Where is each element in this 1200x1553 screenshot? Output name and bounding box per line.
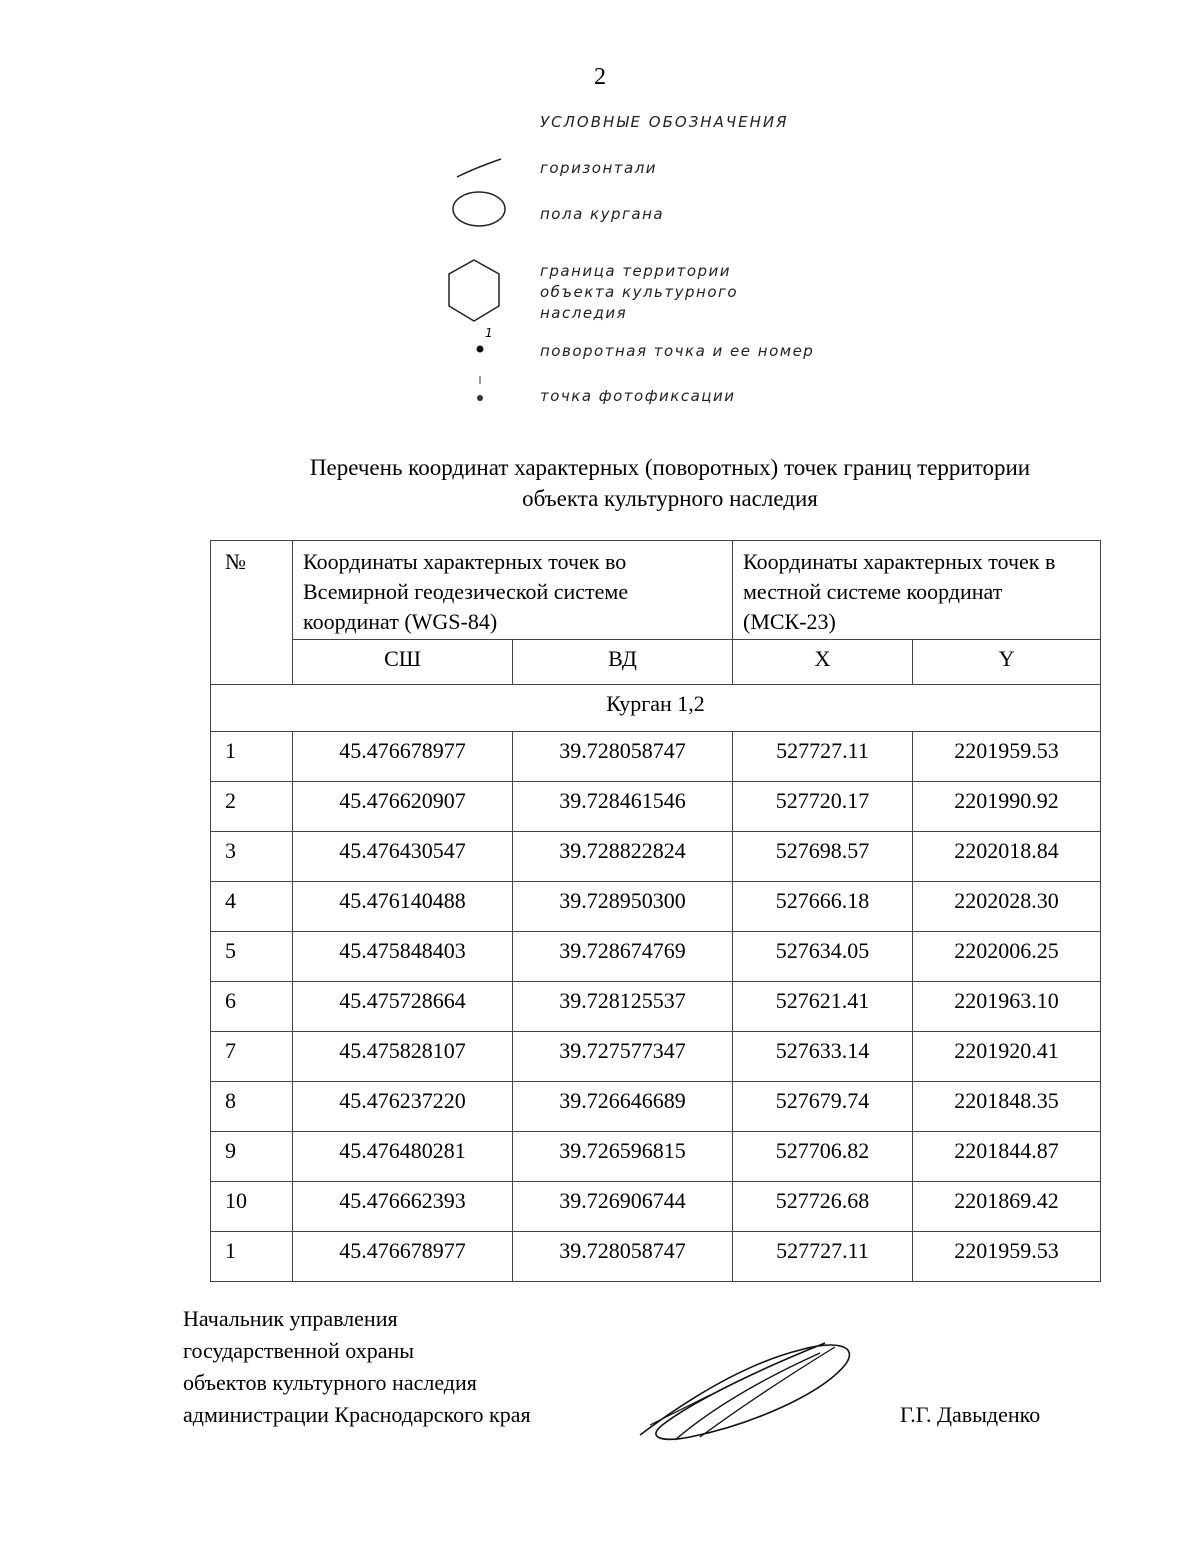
table-heading <box>150 452 1190 514</box>
cell-latitude: 45.475828107 <box>293 1032 513 1082</box>
table-row <box>211 882 1101 932</box>
table-row <box>211 1082 1101 1132</box>
cell-longitude: 39.728674769 <box>513 932 733 982</box>
signatory-title-line-4: администрации Краснодарского края <box>183 1402 531 1427</box>
table-row <box>211 832 1101 882</box>
cell-longitude: 39.728125537 <box>513 982 733 1032</box>
cell-y: 2202006.25 <box>913 932 1101 982</box>
cell-longitude: 39.728058747 <box>513 732 733 782</box>
cell-y: 2201963.10 <box>913 982 1101 1032</box>
cell-longitude: 39.728950300 <box>513 882 733 932</box>
col-header-number: № <box>211 541 293 685</box>
ellipse-icon <box>451 190 507 228</box>
table-row <box>211 932 1101 982</box>
legend-label-photo-point: точка фотофиксации <box>540 387 736 405</box>
col-group-msk23: Координаты характерных точек в местной системе координат (МСК-23) <box>733 541 1101 640</box>
cell-latitude: 45.476430547 <box>293 832 513 882</box>
legend-title: УСЛОВНЫЕ ОБОЗНАЧЕНИЯ <box>540 113 789 131</box>
cell-x: 527727.11 <box>733 732 913 782</box>
cell-latitude: 45.476662393 <box>293 1182 513 1232</box>
table-heading-line-1: Перечень координат характерных (поворотных) точек границ территории <box>309 455 1031 480</box>
signatory-title <box>183 1303 531 1431</box>
cell-point-number: 1 <box>211 732 293 782</box>
table-row <box>211 732 1101 782</box>
col-header-sh: СШ <box>293 640 513 685</box>
cell-point-number: 2 <box>211 782 293 832</box>
legend-label-turning-point: поворотная точка и ее номер <box>540 342 815 360</box>
cell-y: 2201920.41 <box>913 1032 1101 1082</box>
cell-longitude: 39.728058747 <box>513 1232 733 1282</box>
cell-longitude: 39.726596815 <box>513 1132 733 1182</box>
cell-x: 527698.57 <box>733 832 913 882</box>
cell-point-number: 8 <box>211 1082 293 1132</box>
cell-latitude: 45.476678977 <box>293 732 513 782</box>
legend-label-mound: пола кургана <box>540 205 665 223</box>
cell-longitude: 39.728822824 <box>513 832 733 882</box>
cell-x: 527634.05 <box>733 932 913 982</box>
col-group-wgs84: Координаты характерных точек во Всемирной геодезической системе координат (WGS-84) <box>293 541 733 640</box>
cell-y: 2201844.87 <box>913 1132 1101 1182</box>
cell-y: 2201959.53 <box>913 732 1101 782</box>
cell-longitude: 39.726646689 <box>513 1082 733 1132</box>
page-number: 2 <box>594 64 606 90</box>
cell-longitude: 39.726906744 <box>513 1182 733 1232</box>
cell-point-number: 3 <box>211 832 293 882</box>
legend-label-contours: горизонтали <box>540 159 658 177</box>
table-row <box>211 782 1101 832</box>
signatory-title-line-1: Начальник управления <box>183 1306 398 1331</box>
cell-y: 2202028.30 <box>913 882 1101 932</box>
table-row <box>211 1182 1101 1232</box>
cell-x: 527726.68 <box>733 1182 913 1232</box>
cell-latitude: 45.476620907 <box>293 782 513 832</box>
turning-point-icon <box>474 343 486 355</box>
cell-latitude: 45.476140488 <box>293 882 513 932</box>
cell-longitude: 39.728461546 <box>513 782 733 832</box>
cell-point-number: 1 <box>211 1232 293 1282</box>
cell-y: 2201959.53 <box>913 1232 1101 1282</box>
cell-y: 2202018.84 <box>913 832 1101 882</box>
cell-latitude: 45.476237220 <box>293 1082 513 1132</box>
cell-latitude: 45.476480281 <box>293 1132 513 1182</box>
cell-x: 527621.41 <box>733 982 913 1032</box>
cell-point-number: 4 <box>211 882 293 932</box>
cell-x: 527666.18 <box>733 882 913 932</box>
cell-latitude: 45.476678977 <box>293 1232 513 1282</box>
table-row <box>211 1232 1101 1282</box>
table-header-row <box>211 541 1101 640</box>
coordinates-table <box>210 540 1101 1282</box>
signatory-title-line-2: государственной охраны <box>183 1338 415 1363</box>
cell-point-number: 9 <box>211 1132 293 1182</box>
handwritten-signature <box>620 1325 870 1455</box>
cell-x: 527706.82 <box>733 1132 913 1182</box>
col-header-x: X <box>733 640 913 685</box>
turning-point-number: 1 <box>485 326 493 340</box>
col-header-y: Y <box>913 640 1101 685</box>
table-row <box>211 982 1101 1032</box>
cell-longitude: 39.727577347 <box>513 1032 733 1082</box>
cell-x: 527727.11 <box>733 1232 913 1282</box>
table-row <box>211 1132 1101 1182</box>
cell-y: 2201869.42 <box>913 1182 1101 1232</box>
cell-point-number: 6 <box>211 982 293 1032</box>
contour-line-icon <box>455 155 505 181</box>
table-section-row <box>211 685 1101 732</box>
signer-name: Г.Г. Давыденко <box>900 1402 1041 1427</box>
cell-point-number: 5 <box>211 932 293 982</box>
cell-x: 527633.14 <box>733 1032 913 1082</box>
table-subheader-row <box>211 640 1101 685</box>
col-header-vd: ВД <box>513 640 733 685</box>
cell-y: 2201848.35 <box>913 1082 1101 1132</box>
signatory-title-line-3: объектов культурного наследия <box>183 1370 477 1395</box>
legend-label-boundary: граница территории объекта культурного наследия <box>540 262 739 322</box>
hexagon-icon <box>445 257 503 325</box>
cell-x: 527720.17 <box>733 782 913 832</box>
section-title: Курган 1,2 <box>211 685 1101 732</box>
photo-point-icon <box>474 374 486 404</box>
cell-point-number: 7 <box>211 1032 293 1082</box>
cell-x: 527679.74 <box>733 1082 913 1132</box>
cell-latitude: 45.475848403 <box>293 932 513 982</box>
cell-point-number: 10 <box>211 1182 293 1232</box>
table-row <box>211 1032 1101 1082</box>
table-heading-line-2: объекта культурного наследия <box>522 486 818 511</box>
cell-latitude: 45.475728664 <box>293 982 513 1032</box>
cell-y: 2201990.92 <box>913 782 1101 832</box>
